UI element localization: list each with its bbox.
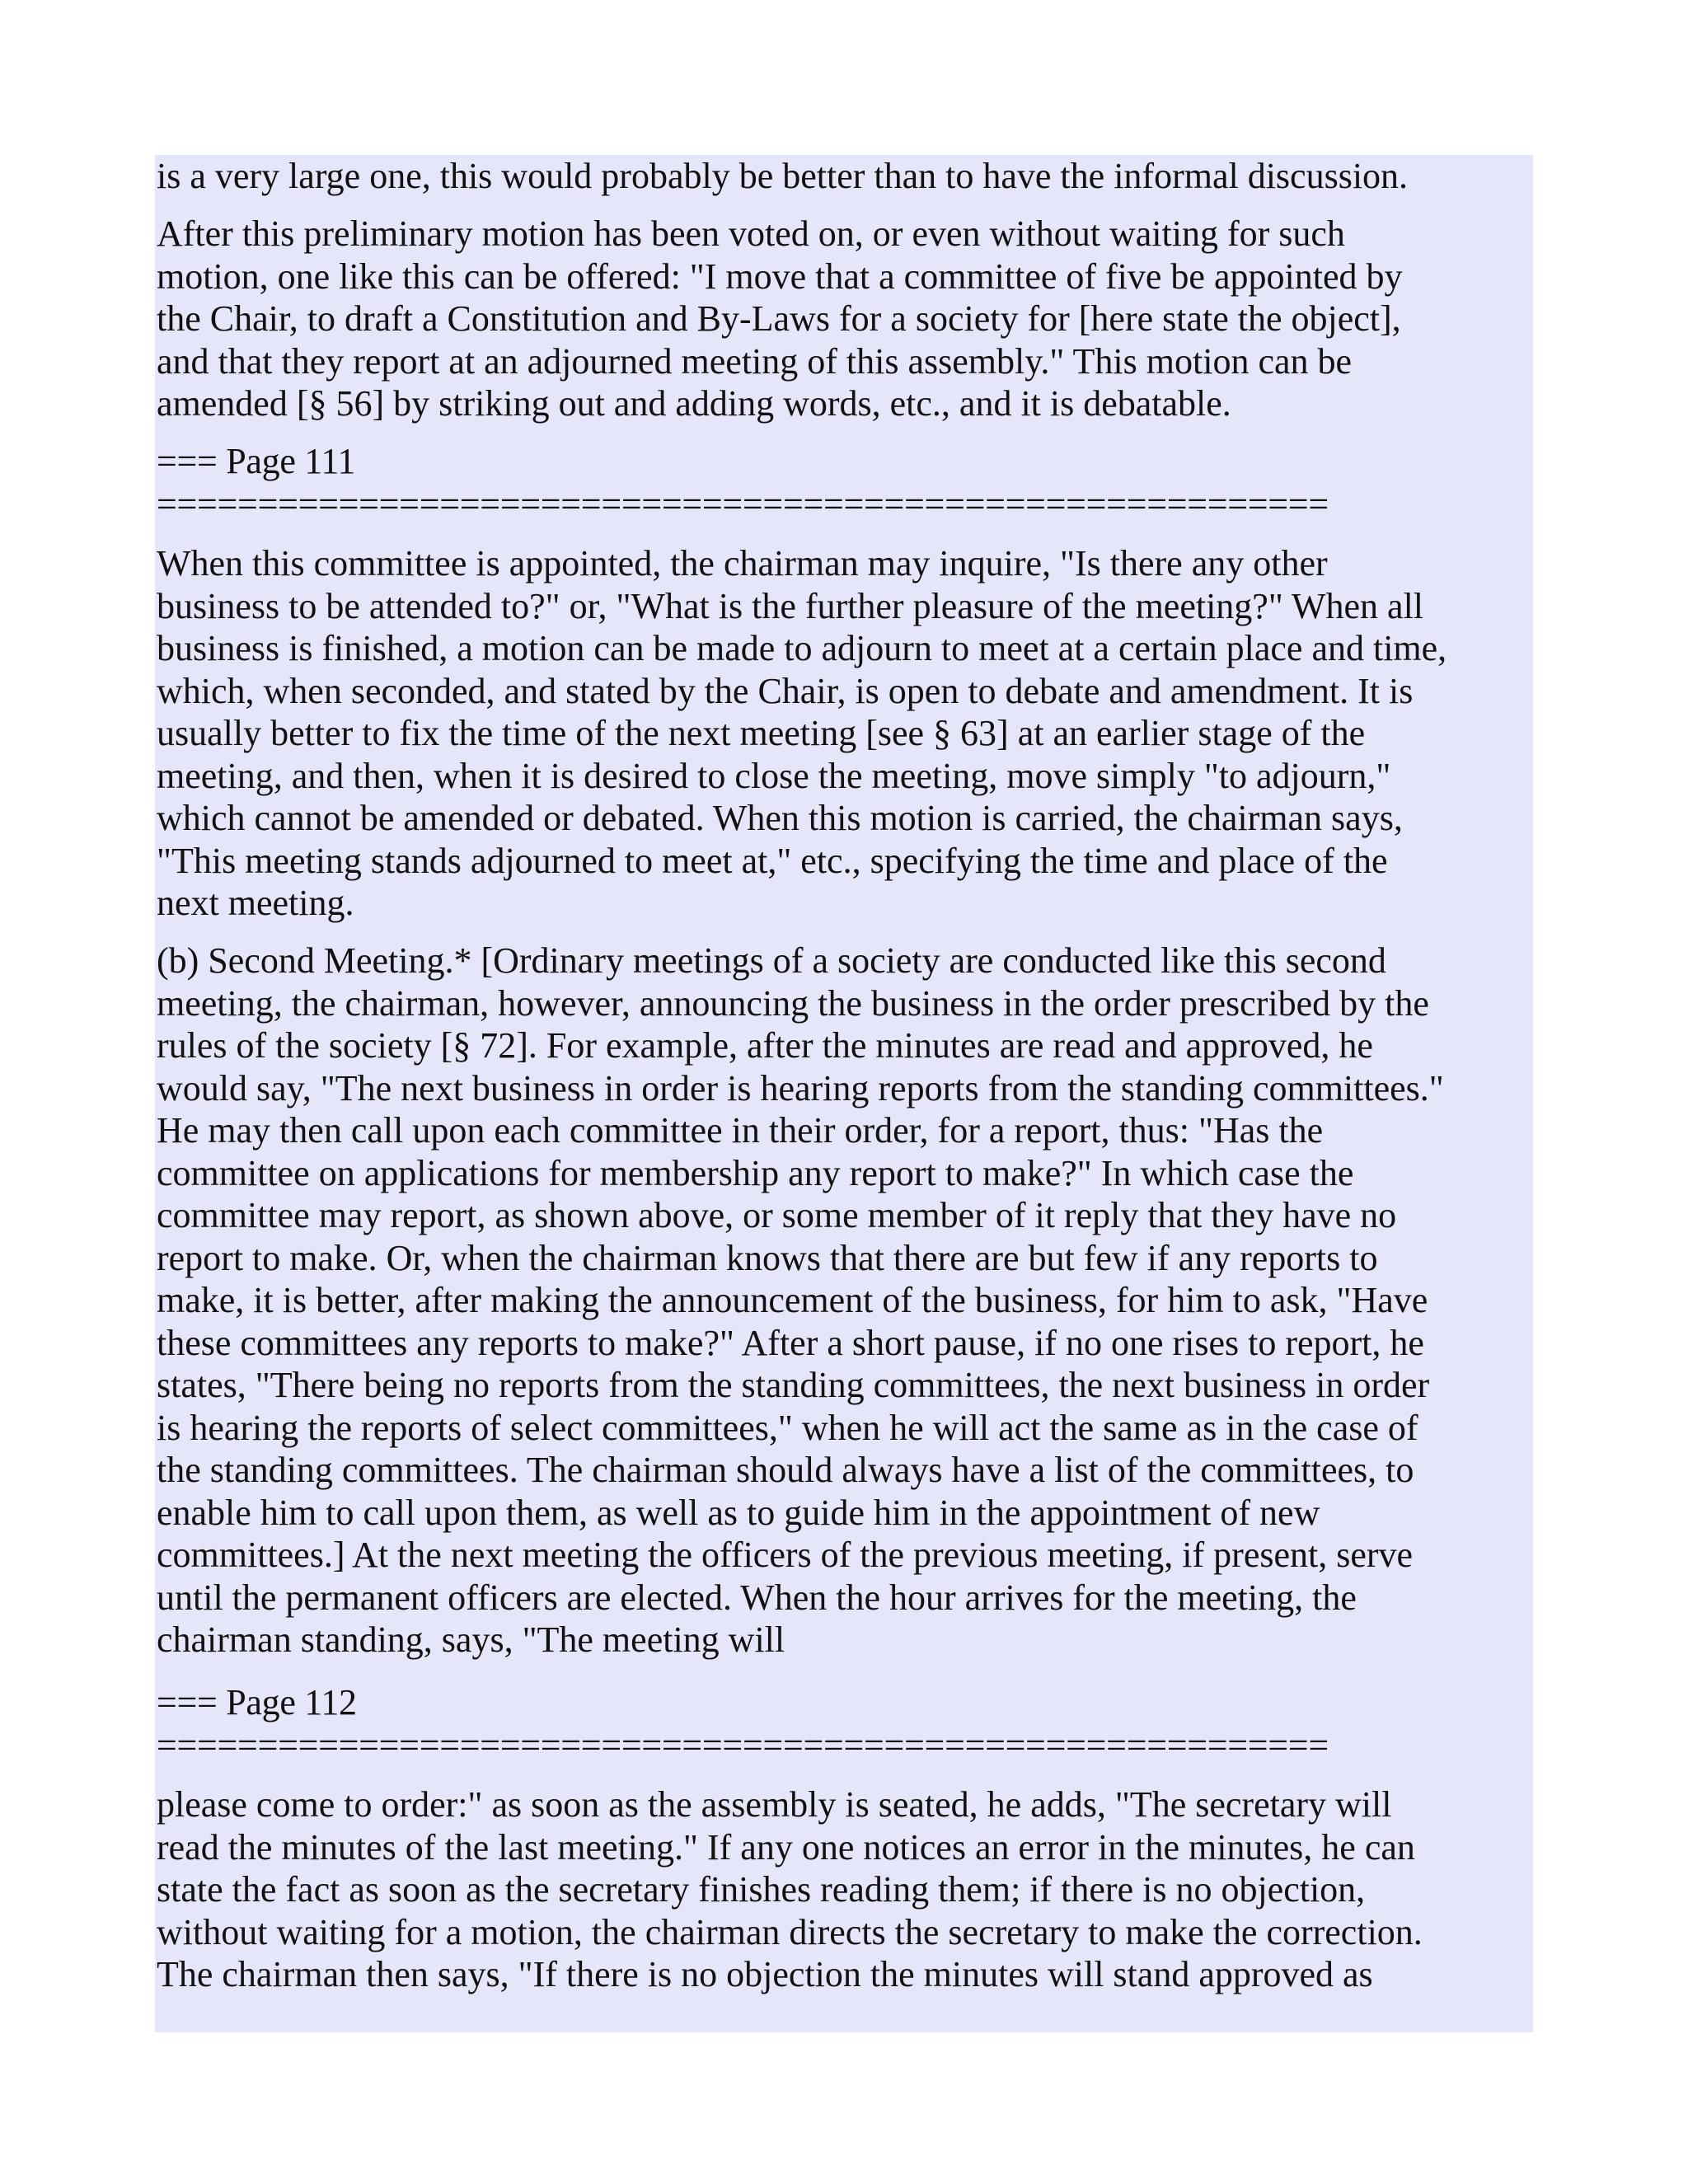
text-line: business to be attended to?" or, "What is the further pleasure of the meeting?" When all [157, 585, 1424, 626]
text-line: committee on applications for membership any report to make?" In which case the [157, 1152, 1354, 1193]
paragraph-continuation [157, 155, 1541, 198]
text-line: He may then call upon each committee in their order, for a report, thus: "Has the [157, 1110, 1324, 1151]
text-line: "This meeting stands adjourned to meet at," etc., specifying the time and place of the [157, 840, 1388, 881]
text-line: please come to order:" as soon as the assembly is seated, he adds, "The secretary will [157, 1784, 1392, 1825]
text-line: is hearing the reports of select committees," when he will act the same as in the case of [157, 1407, 1418, 1448]
text-line: read the minutes of the last meeting." If any one notices an error in the minutes, he can [157, 1826, 1415, 1868]
separator-rule: ========================================================== [157, 1724, 1329, 1765]
page-number-line: === Page 112 [157, 1682, 357, 1722]
text-line: which, when seconded, and stated by the Chair, is open to debate and amendment. It is [157, 670, 1414, 711]
text-line: committee may report, as shown above, or some member of it reply that they have no [157, 1195, 1397, 1235]
text-line: meeting, and then, when it is desired to close the meeting, move simply "to adjourn," [157, 755, 1391, 796]
page-marker-112 [157, 1681, 1541, 1766]
page-marker-111 [157, 440, 1541, 525]
paragraph-adjournment [157, 542, 1541, 925]
text-line: motion, one like this can be offered: "I move that a committee of five be appointed by [157, 255, 1403, 297]
paragraph-committee-motion [157, 213, 1541, 425]
text-line: is a very large one, this would probably be better than to have the informal discussion. [157, 156, 1409, 196]
paragraph-minutes [157, 1783, 1541, 1996]
text-line: state the fact as soon as the secretary finishes reading them; if there is no objection, [157, 1869, 1366, 1910]
text-line: make, it is better, after making the announcement of the business, for him to ask, "Have [157, 1280, 1428, 1320]
text-line: would say, "The next business in order is hearing reports from the standing committees." [157, 1067, 1444, 1108]
text-line: next meeting. [157, 883, 354, 923]
text-line: committees.] At the next meeting the officers of the previous meeting, if present, serve [157, 1535, 1414, 1575]
text-line: states, "There being no reports from the standing committees, the next business in order [157, 1365, 1430, 1405]
text-line: report to make. Or, when the chairman knows that there are but few if any reports to [157, 1237, 1378, 1278]
text-line: until the permanent officers are elected. When the hour arrives for the meeting, the [157, 1577, 1357, 1618]
text-line: business is finished, a motion can be made to adjourn to meet at a certain place and time, [157, 628, 1447, 668]
text-line: usually better to fix the time of the next meeting [see § 63] at an earlier stage of the [157, 713, 1366, 753]
text-line: chairman standing, says, "The meeting will [157, 1619, 785, 1660]
text-line: rules of the society [§ 72]. For example, after the minutes are read and approved, he [157, 1025, 1373, 1066]
text-line: the Chair, to draft a Constitution and By-Laws for a society for [here state the object], [157, 298, 1401, 339]
page-number-line: === Page 111 [157, 441, 356, 481]
text-line: enable him to call upon them, as well as to guide him in the appointment of new [157, 1492, 1320, 1533]
text-line: The chairman then says, "If there is no objection the minutes will stand approved as [157, 1954, 1373, 1994]
text-line: these committees any reports to make?" After a short pause, if no one rises to report, he [157, 1322, 1424, 1363]
text-line: and that they report at an adjourned meeting of this assembly." This motion can be [157, 340, 1353, 382]
text-line: When this committee is appointed, the chairman may inquire, "Is there any other [157, 543, 1328, 583]
text-line: the standing committees. The chairman should always have a list of the committees, to [157, 1450, 1414, 1490]
text-line: amended [§ 56] by striking out and adding words, etc., and it is debatable. [157, 383, 1231, 424]
text-line: meeting, the chairman, however, announcing the business in the order prescribed by the [157, 982, 1429, 1024]
text-line: which cannot be amended or debated. When this motion is carried, the chairman says, [157, 798, 1403, 838]
separator-rule: ========================================================== [157, 483, 1329, 524]
text-line: (b) Second Meeting.* [Ordinary meetings of a society are conducted like this second [157, 940, 1386, 981]
paragraph-second-meeting [157, 940, 1541, 1661]
text-line: without waiting for a motion, the chairman directs the secretary to make the correction. [157, 1911, 1423, 1952]
text-line: After this preliminary motion has been voted on, or even without waiting for such [157, 213, 1345, 254]
